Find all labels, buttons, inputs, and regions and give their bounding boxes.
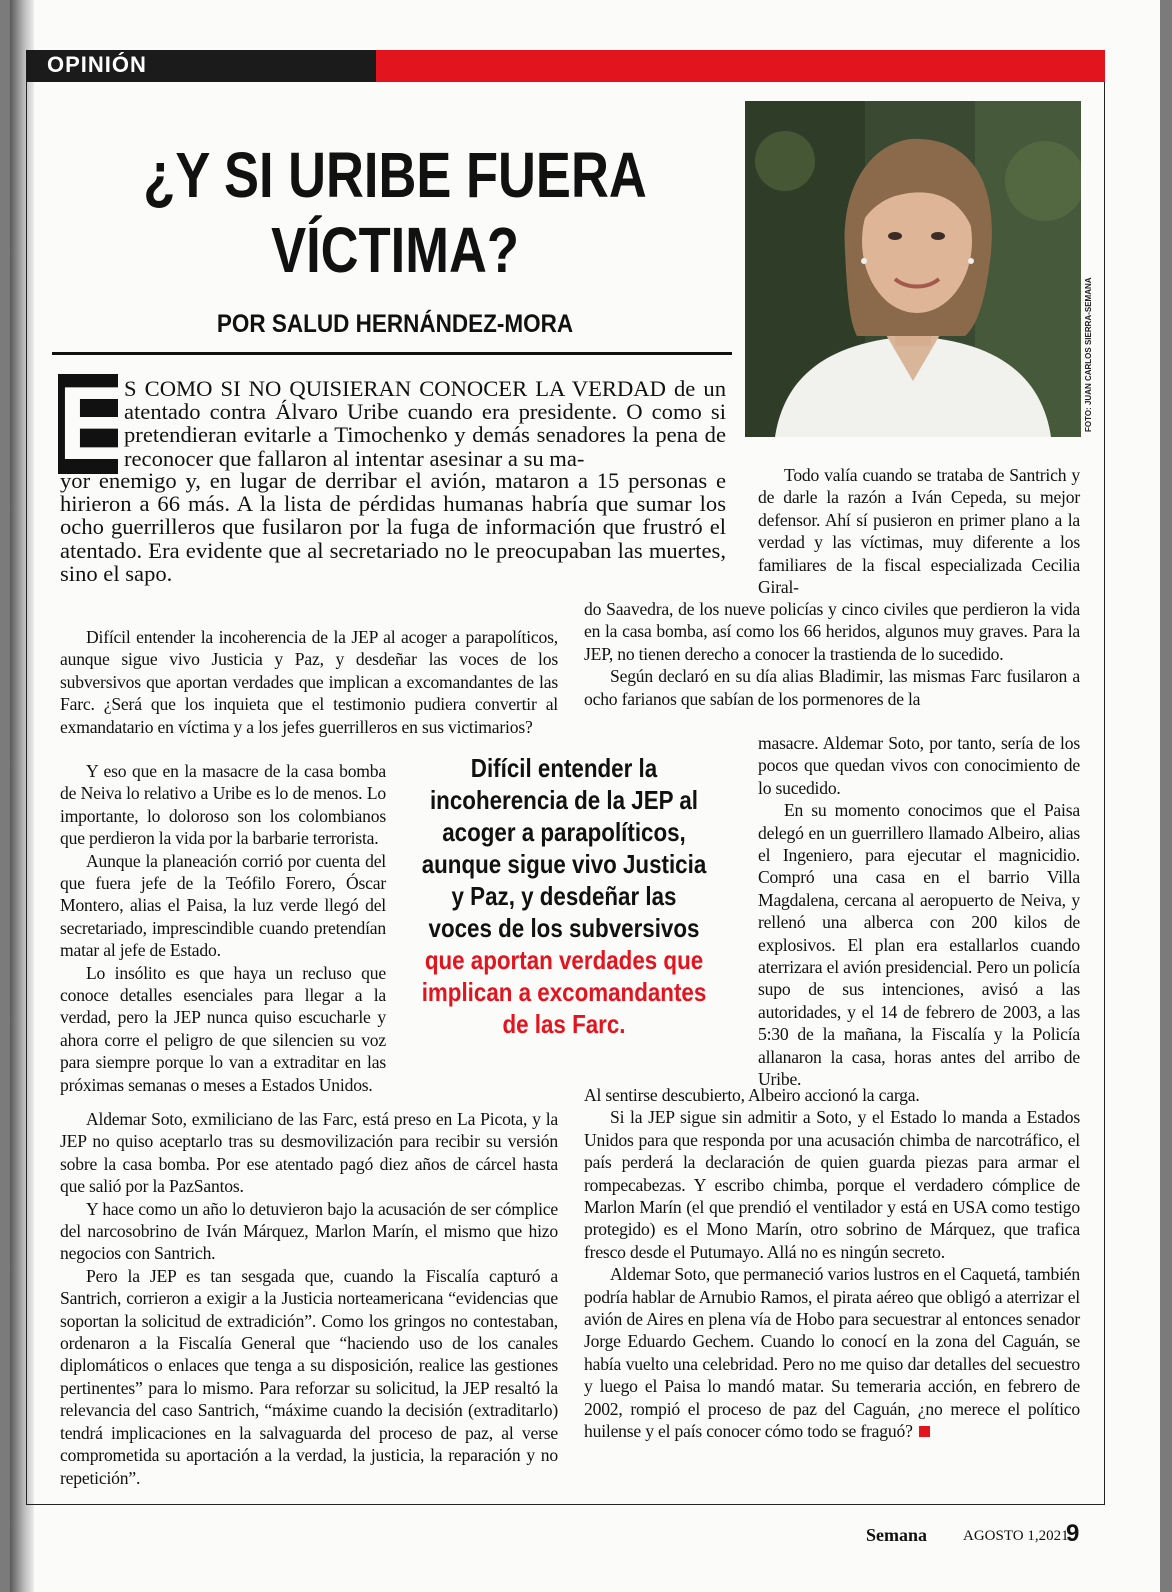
pull-quote-red: que aportan verdades que implican a excomandantes de las Farc. (421, 945, 707, 1039)
paragraph: do Saavedra, de los nueve policías y cinco civiles que perdieron la vida en la casa bomba, así como los 66 heridos, algunos muy graves. Para la JEP, no tienen derecho a conocer la trastienda de lo sucedido. (584, 599, 1080, 664)
paragraph: Aldemar Soto, exmiliciano de las Farc, está preso en La Picota, y la JEP no quiso aceptarlo tras su desmovilización para recibir su versión sobre la casa bomba. Por ese atentado pagó diez años de cárcel hasta que salió por la PazSantos. (60, 1109, 558, 1197)
footer-brand: Semana (866, 1525, 928, 1545)
author-photo (745, 101, 1081, 437)
paragraph: Y hace como un año lo detuvieron bajo la acusación de ser cómplice del narcosobrino de Iván Márquez, Marlon Marín, el mismo que hizo negocios con Santrich. (60, 1198, 558, 1264)
right-column-wide-2 (584, 1084, 1080, 1443)
page-number: 9 (1066, 1520, 1080, 1547)
paragraph: Aunque la planeación corrió por cuenta del que fuera jefe de la Teófilo Forero, Óscar Montero, alias el Paisa, la luz verde llegó del secretariado, imprescindible cuando pretendían matar al jefe de Estado. (60, 850, 386, 961)
paragraph: En su momento conocimos que el Paisa delegó en un guerrillero llamado Albeiro, alias el Ingeniero, para ejecutar el magnicidio. Compró una casa en el barrio Villa Magdalena, cercana al aeropuerto de Neiva, y rellenó una alberca con 200 kilos de explosivos. El plan era estallarlos cuando aterrizara el avión presidencial. Pero un policía supo de sus intenciones, avisó a las autoridades, y el 14 de febrero de 2003, a las 5:30 de la mañana, la Fiscalía y la Policía allanaron la casa, horas antes del arribo de Uribe. (758, 800, 1080, 1090)
left-column-bottom (60, 1108, 558, 1489)
left-column-paragraph-1 (60, 626, 558, 738)
paragraph: Según declaró en su día alias Bladimir, las mismas Farc fusilaron a ocho farianos que sabían de los pormenores de la (584, 666, 1080, 709)
right-column-wide-1 (584, 598, 1080, 710)
end-mark-icon (919, 1426, 930, 1437)
paragraph: masacre. Aldemar Soto, por tanto, sería de los pocos que quedan vivos con conocimiento de lo sucedido. (758, 733, 1080, 798)
paragraph: Y eso que en la masacre de la casa bomba de Neiva lo relativo a Uribe es lo de menos. Lo importante, lo doloroso son los colombianos que perdieron la vida por la barbarie terrorista. (60, 761, 386, 849)
paragraph: Al sentirse descubierto, Albeiro accionó la carga. (584, 1085, 920, 1105)
headline-rule (52, 352, 732, 355)
closing-text: Aldemar Soto, que permaneció varios lustros en el Caquetá, también podría hablar de Arnubio Ramos, el pirata aéreo que obligó a aterrizar el avión de Aires en plena vía de Hobo para secuestrar al entonces senador Jorge Eduardo Gechem. Cuando lo conocí en la zona del Caguán, se había vuelto una celebridad. Pero no me quiso dar detalles del secuestro y luego el Paisa lo mandó matar. Su temeraria acción, en febrero de 2002, rompió el proceso de paz del Caguán, ¿no merece el político huilense y el país conocer cómo todo se fraguó? (584, 1264, 1081, 1442)
section-bar-accent (376, 50, 1105, 82)
headline-line-1: ¿Y SI URIBE FUERA (143, 139, 647, 211)
paragraph: Lo insólito es que haya un recluso que conoce detalles esenciales para llegar a la verdad, pero la JEP nunca quiso escucharle y ahora corre el peligro de que silencien su voz para siempre porque lo van a extraditar en las próximas semanas o meses a Estados Unidos. (60, 962, 386, 1095)
paragraph: Difícil entender la incoherencia de la JEP al acoger a parapolíticos, aunque sigue vivo Justicia y Paz, y desdeñar las voces de los subversivos que aportan verdades que implican a excomandantes de las Farc. ¿Será que los inquieta que el testimonio pudiera convertir al exmandatario en víctima y a los jefes guerrilleros en sus victimarios? (60, 627, 558, 737)
headline-line-2: VÍCTIMA? (271, 214, 519, 286)
byline: POR SALUD HERNÁNDEZ-MORA (216, 310, 574, 338)
author-portrait-illustration (745, 101, 1081, 437)
paragraph: Si la JEP sigue sin admitir a Soto, y el Estado lo manda a Estados Unidos para que responda por una acusación chimba de narcotráfico, el país perderá la declaración de quien guarda piezas para armar el rompecabezas. Y escribo chimba, porque el verdadero cómplice de Marlon Marín (el que prendió el ventilador y está en USA como testigo protegido) es el Mono Marín, otro sobrino de Márquez, que trafica fresco desde el Putumayo. Allá no es ningún secreto. (584, 1107, 1080, 1262)
right-column-narrow (758, 732, 1080, 1091)
section-label: OPINIÓN (47, 52, 147, 77)
left-column-narrow (60, 760, 386, 1096)
lead-paragraph-part-1: S COMO SI NO QUISIERAN CONOCER LA VERDAD de un atentado contra Álvaro Uribe cuando era presidente. O como si pretendieran evitarle a Timochenko y demás senadores la pena de reconocer que fallaron al intentar asesinar a su ma- (124, 376, 726, 471)
right-column-top (758, 464, 1080, 598)
drop-cap: E (58, 366, 128, 482)
lead-paragraph-part-2: yor enemigo y, en lugar de derribar el avión, mataron a 15 personas e hirieron a 66 más. A la lista de pérdidas humanas habría que sumar los ocho guerrilleros que fusilaron por la fuga de información que frustró el atentado. Era evidente que al secretariado no le preocupaban las muertes, sino el sapo. (60, 468, 726, 586)
pull-quote-black: Difícil entender la incoherencia de la JEP al acoger a parapolíticos, aunque sigue vivo Justicia y Paz, y desdeñar las voces de los subversivos (421, 753, 707, 943)
paragraph: Pero la JEP es tan sesgada que, cuando la Fiscalía capturó a Santrich, corrieron a exigir a la Justicia norteamericana “evidencias que soportan la solicitud de extradición”. Como los gringos no contestaban, ordenaron a la Fiscalía General que “haciendo uso de los canales diplomáticos o enlaces que tenga a su disposición, realice las gestiones pertinentes” para lo mismo. Para reforzar su solicitud, la JEP resaltó la relevancia del caso Santrich, “máxime cuando la decisión (extraditarlo) tendrá implicaciones en la salvaguarda del proceso de paz, al verse comprometida su aportación a la verdad, la justicia, la reparación y no repetición”. (60, 1265, 558, 1488)
pull-quote (420, 752, 709, 1040)
footer-date: AGOSTO 1,2021 (963, 1528, 1069, 1544)
paragraph (584, 1263, 1080, 1442)
headline (120, 138, 669, 288)
paragraph: Todo valía cuando se trataba de Santrich y de darle la razón a Iván Cepeda, su mejor defensor. Ahí sí pusieron en primer plano a la verdad y las víctimas, muy diferente a los familiares de la fiscal especializada Cecilia Giral- (758, 465, 1080, 598)
photo-credit: FOTO: JUAN CARLOS SIERRA-SEMANA (1084, 277, 1093, 432)
